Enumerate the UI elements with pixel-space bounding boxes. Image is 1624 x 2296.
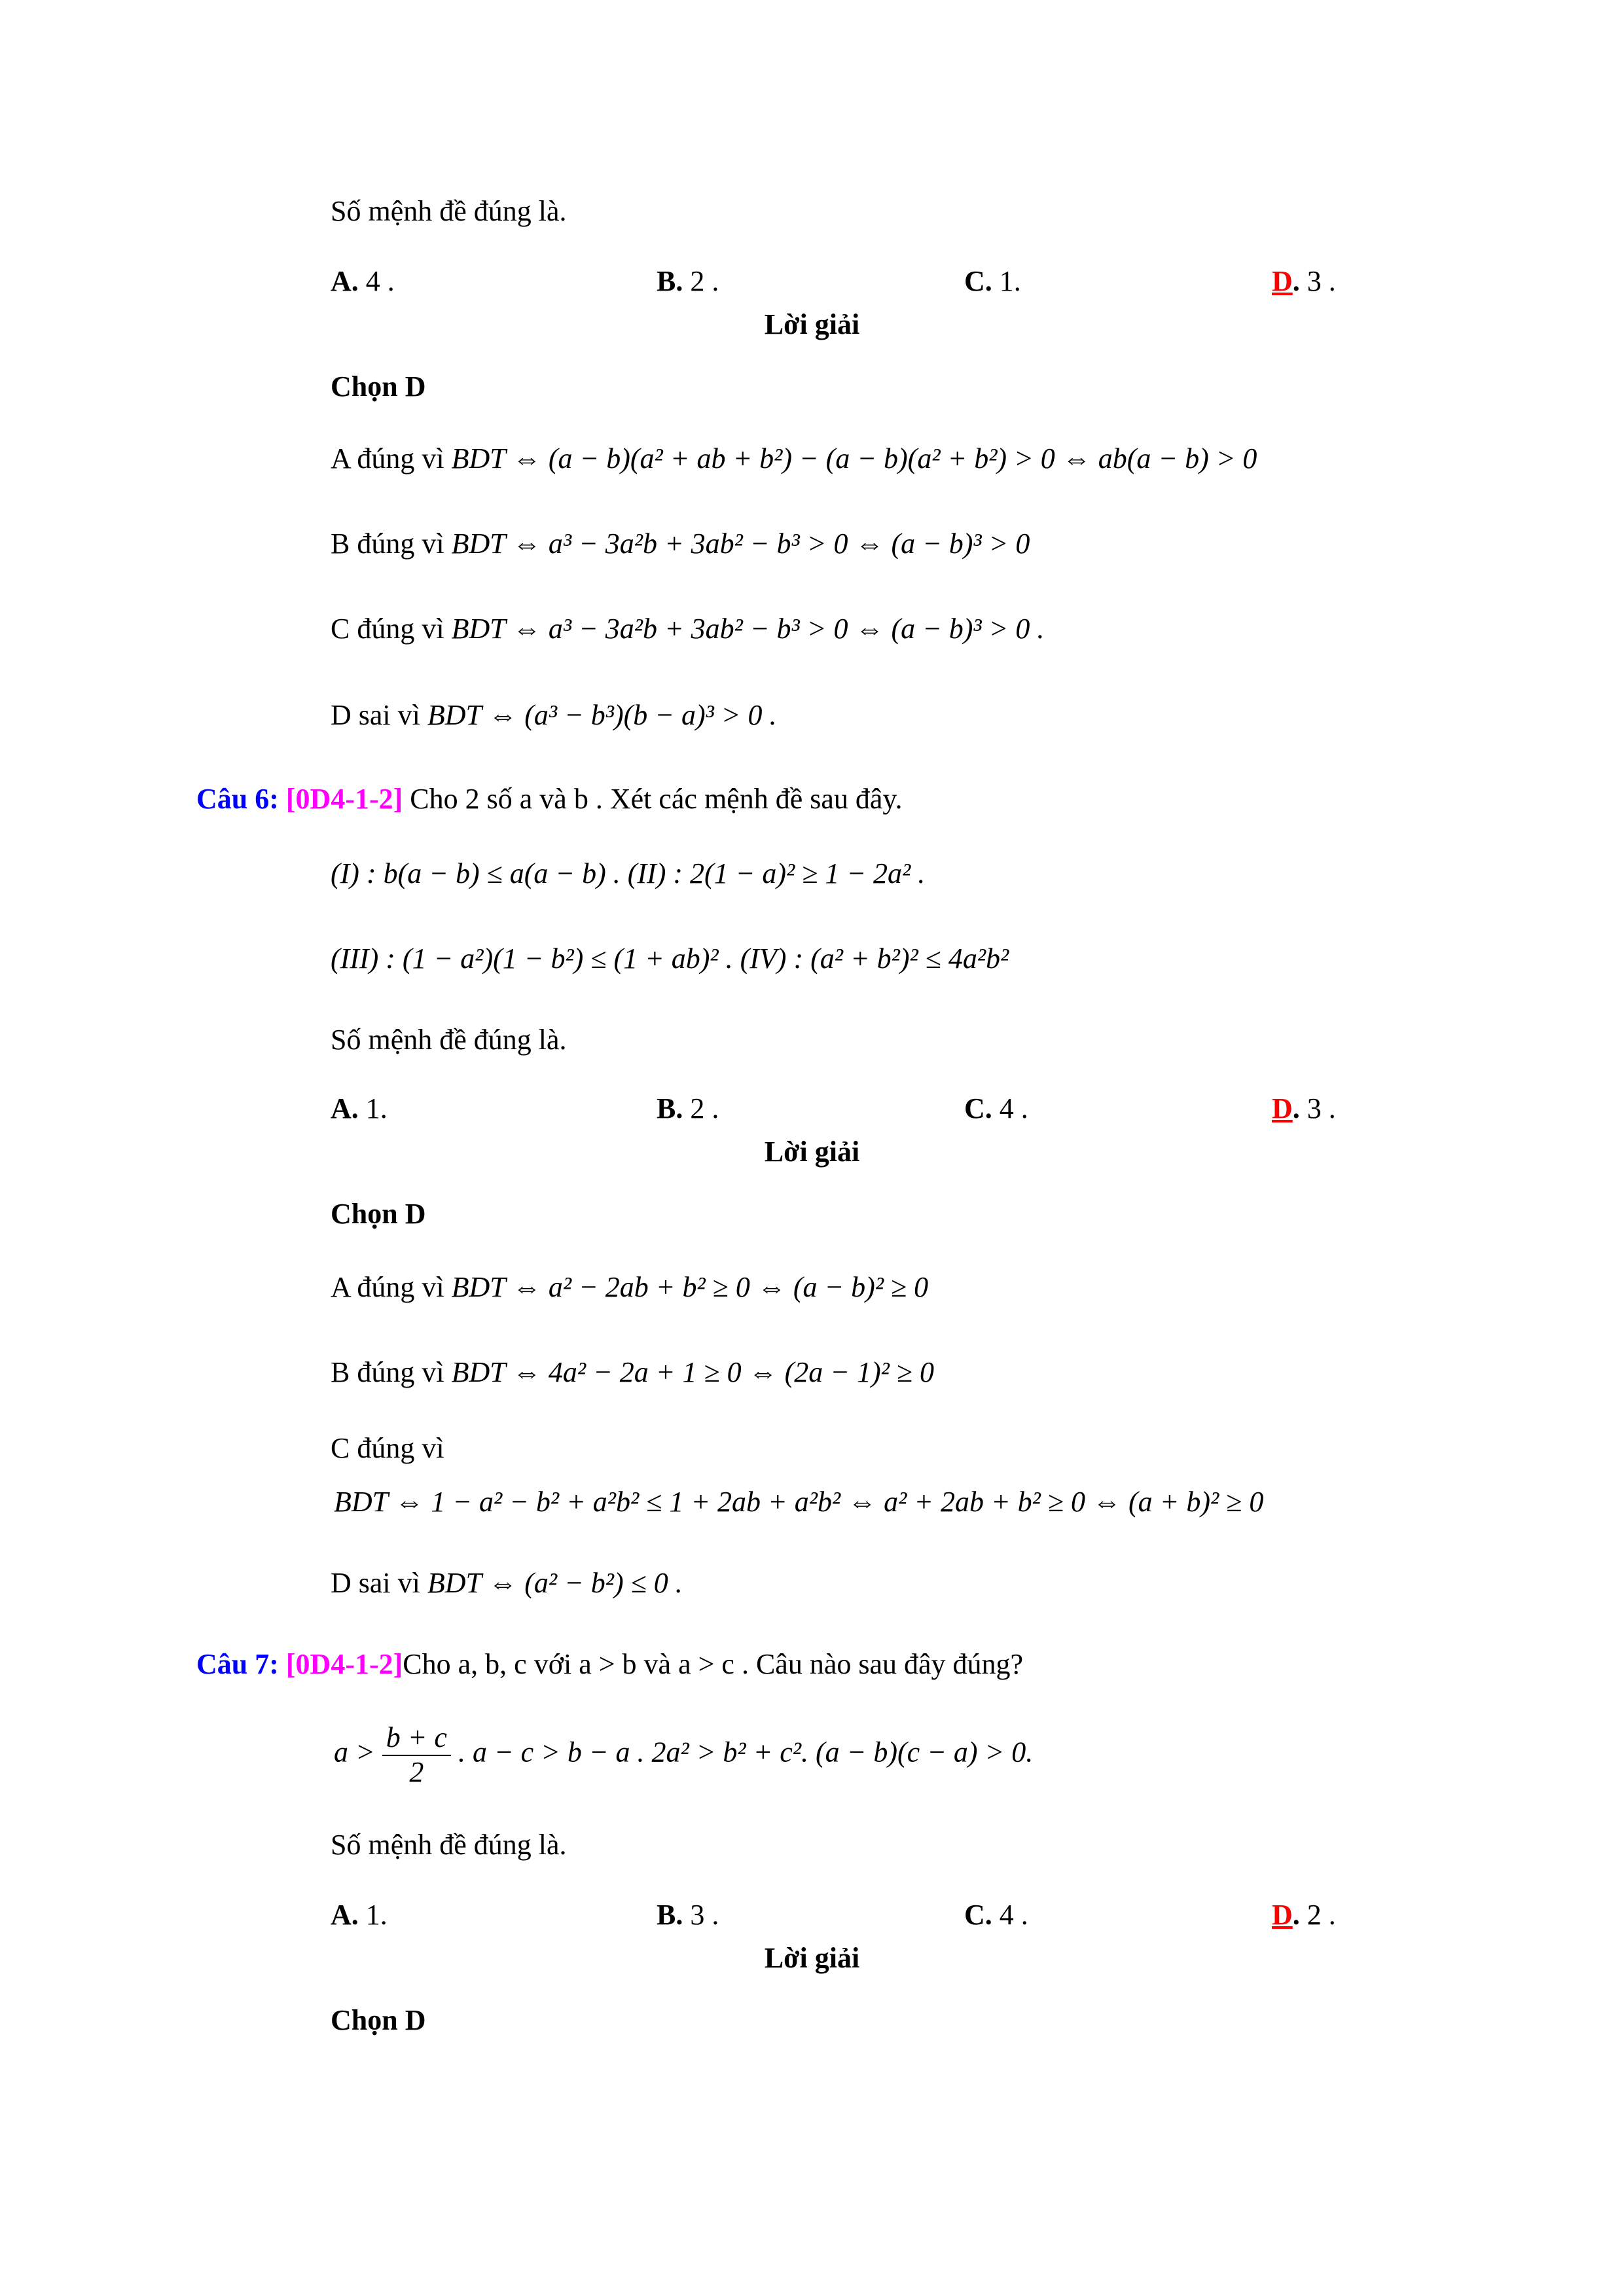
q6-prompt: Số mệnh đề đúng là. bbox=[331, 1024, 567, 1056]
q6-step-c-expr: BDT ⇔ 1 − a² − b² + a²b² ≤ 1 + 2ab + a²b² ⇔ a² + 2ab + b² ≥ 0 ⇔ (a + b)² ≥ 0 bbox=[334, 1486, 1264, 1518]
q5-option-a: A. 4 . bbox=[331, 265, 395, 297]
q6-step-d: D sai vì BDT ⇔ (a² − b²) ≤ 0 . bbox=[331, 1567, 683, 1599]
q5-choice: Chọn D bbox=[331, 370, 426, 403]
q7-frac-lhs: a > bbox=[334, 1736, 375, 1768]
q5-option-b: B. 2 . bbox=[657, 265, 719, 297]
q6-step-a: A đúng vì BDT ⇔ a² − 2ab + b² ≥ 0 ⇔ (a − b)² ≥ 0 bbox=[331, 1271, 929, 1303]
q5-option-c: C. 1. bbox=[964, 265, 1021, 297]
q7-header bbox=[196, 1648, 1023, 1681]
q5-step-a: A đúng vì BDT ⇔ (a − b)(a² + ab + b²) − (a − b)(a² + b²) > 0 ⇔ ab(a − b) > 0 bbox=[331, 442, 1257, 475]
q7-frac-den: 2 bbox=[409, 1755, 424, 1788]
q5-step-c: C đúng vì BDT ⇔ a³ − 3a²b + 3ab² − b³ > 0 ⇔ (a − b)³ > 0 . bbox=[331, 613, 1045, 645]
q7-label: Câu 7: bbox=[196, 1648, 279, 1680]
q7-option-d-answer: D. 2 . bbox=[1272, 1899, 1336, 1931]
q7-choice: Chọn D bbox=[331, 2004, 426, 2036]
q7-frac-num: b + c bbox=[382, 1721, 451, 1756]
q7-statements bbox=[334, 1721, 1033, 1789]
q6-stem: Cho 2 số a và b . Xét các mệnh đề sau đây. bbox=[410, 783, 903, 815]
q6-statements-1: (I) : b(a − b) ≤ a(a − b) . (II) : 2(1 − a)² ≥ 1 − 2a² . bbox=[331, 857, 926, 889]
q7-fraction bbox=[382, 1721, 451, 1789]
q7-statements-rest: . a − c > b − a . 2a² > b² + c². (a − b)(c − a) > 0. bbox=[458, 1736, 1034, 1768]
q6-statements-2: (III) : (1 − a²)(1 − b²) ≤ (1 + ab)² . (IV) : (a² + b²)² ≤ 4a²b² bbox=[331, 942, 1009, 975]
q7-stem: Cho a, b, c với a > b và a > c . Câu nào sau đây đúng? bbox=[403, 1648, 1024, 1680]
q6-header bbox=[196, 783, 903, 816]
q6-step-c-lead: C đúng vì bbox=[331, 1432, 444, 1464]
q5-prompt: Số mệnh đề đúng là. bbox=[331, 195, 567, 227]
q6-choice: Chọn D bbox=[331, 1198, 426, 1230]
q7-tag: [0D4-1-2] bbox=[285, 1648, 403, 1680]
q7-prompt: Số mệnh đề đúng là. bbox=[331, 1829, 567, 1861]
q5-step-b: B đúng vì BDT ⇔ a³ − 3a²b + 3ab² − b³ > 0 ⇔ (a − b)³ > 0 bbox=[331, 528, 1030, 560]
q6-solution-heading: Lời giải bbox=[764, 1136, 860, 1168]
q6-tag: [0D4-1-2] bbox=[285, 783, 403, 815]
q7-option-b: B. 3 . bbox=[657, 1899, 719, 1931]
q6-label: Câu 6: bbox=[196, 783, 279, 815]
q5-solution-heading: Lời giải bbox=[764, 308, 860, 340]
q7-option-a: A. 1. bbox=[331, 1899, 388, 1931]
q5-option-d-answer: D. 3 . bbox=[1272, 265, 1336, 297]
q7-option-c: C. 4 . bbox=[964, 1899, 1028, 1931]
q6-option-a: A. 1. bbox=[331, 1092, 388, 1124]
q6-option-c: C. 4 . bbox=[964, 1092, 1028, 1124]
q6-step-b: B đúng vì BDT ⇔ 4a² − 2a + 1 ≥ 0 ⇔ (2a − 1)² ≥ 0 bbox=[331, 1356, 934, 1388]
q6-option-b: B. 2 . bbox=[657, 1092, 719, 1124]
q6-option-d-answer: D. 3 . bbox=[1272, 1092, 1336, 1124]
q5-step-d: D sai vì BDT ⇔ (a³ − b³)(b − a)³ > 0 . bbox=[331, 699, 777, 731]
q7-solution-heading: Lời giải bbox=[764, 1942, 860, 1974]
